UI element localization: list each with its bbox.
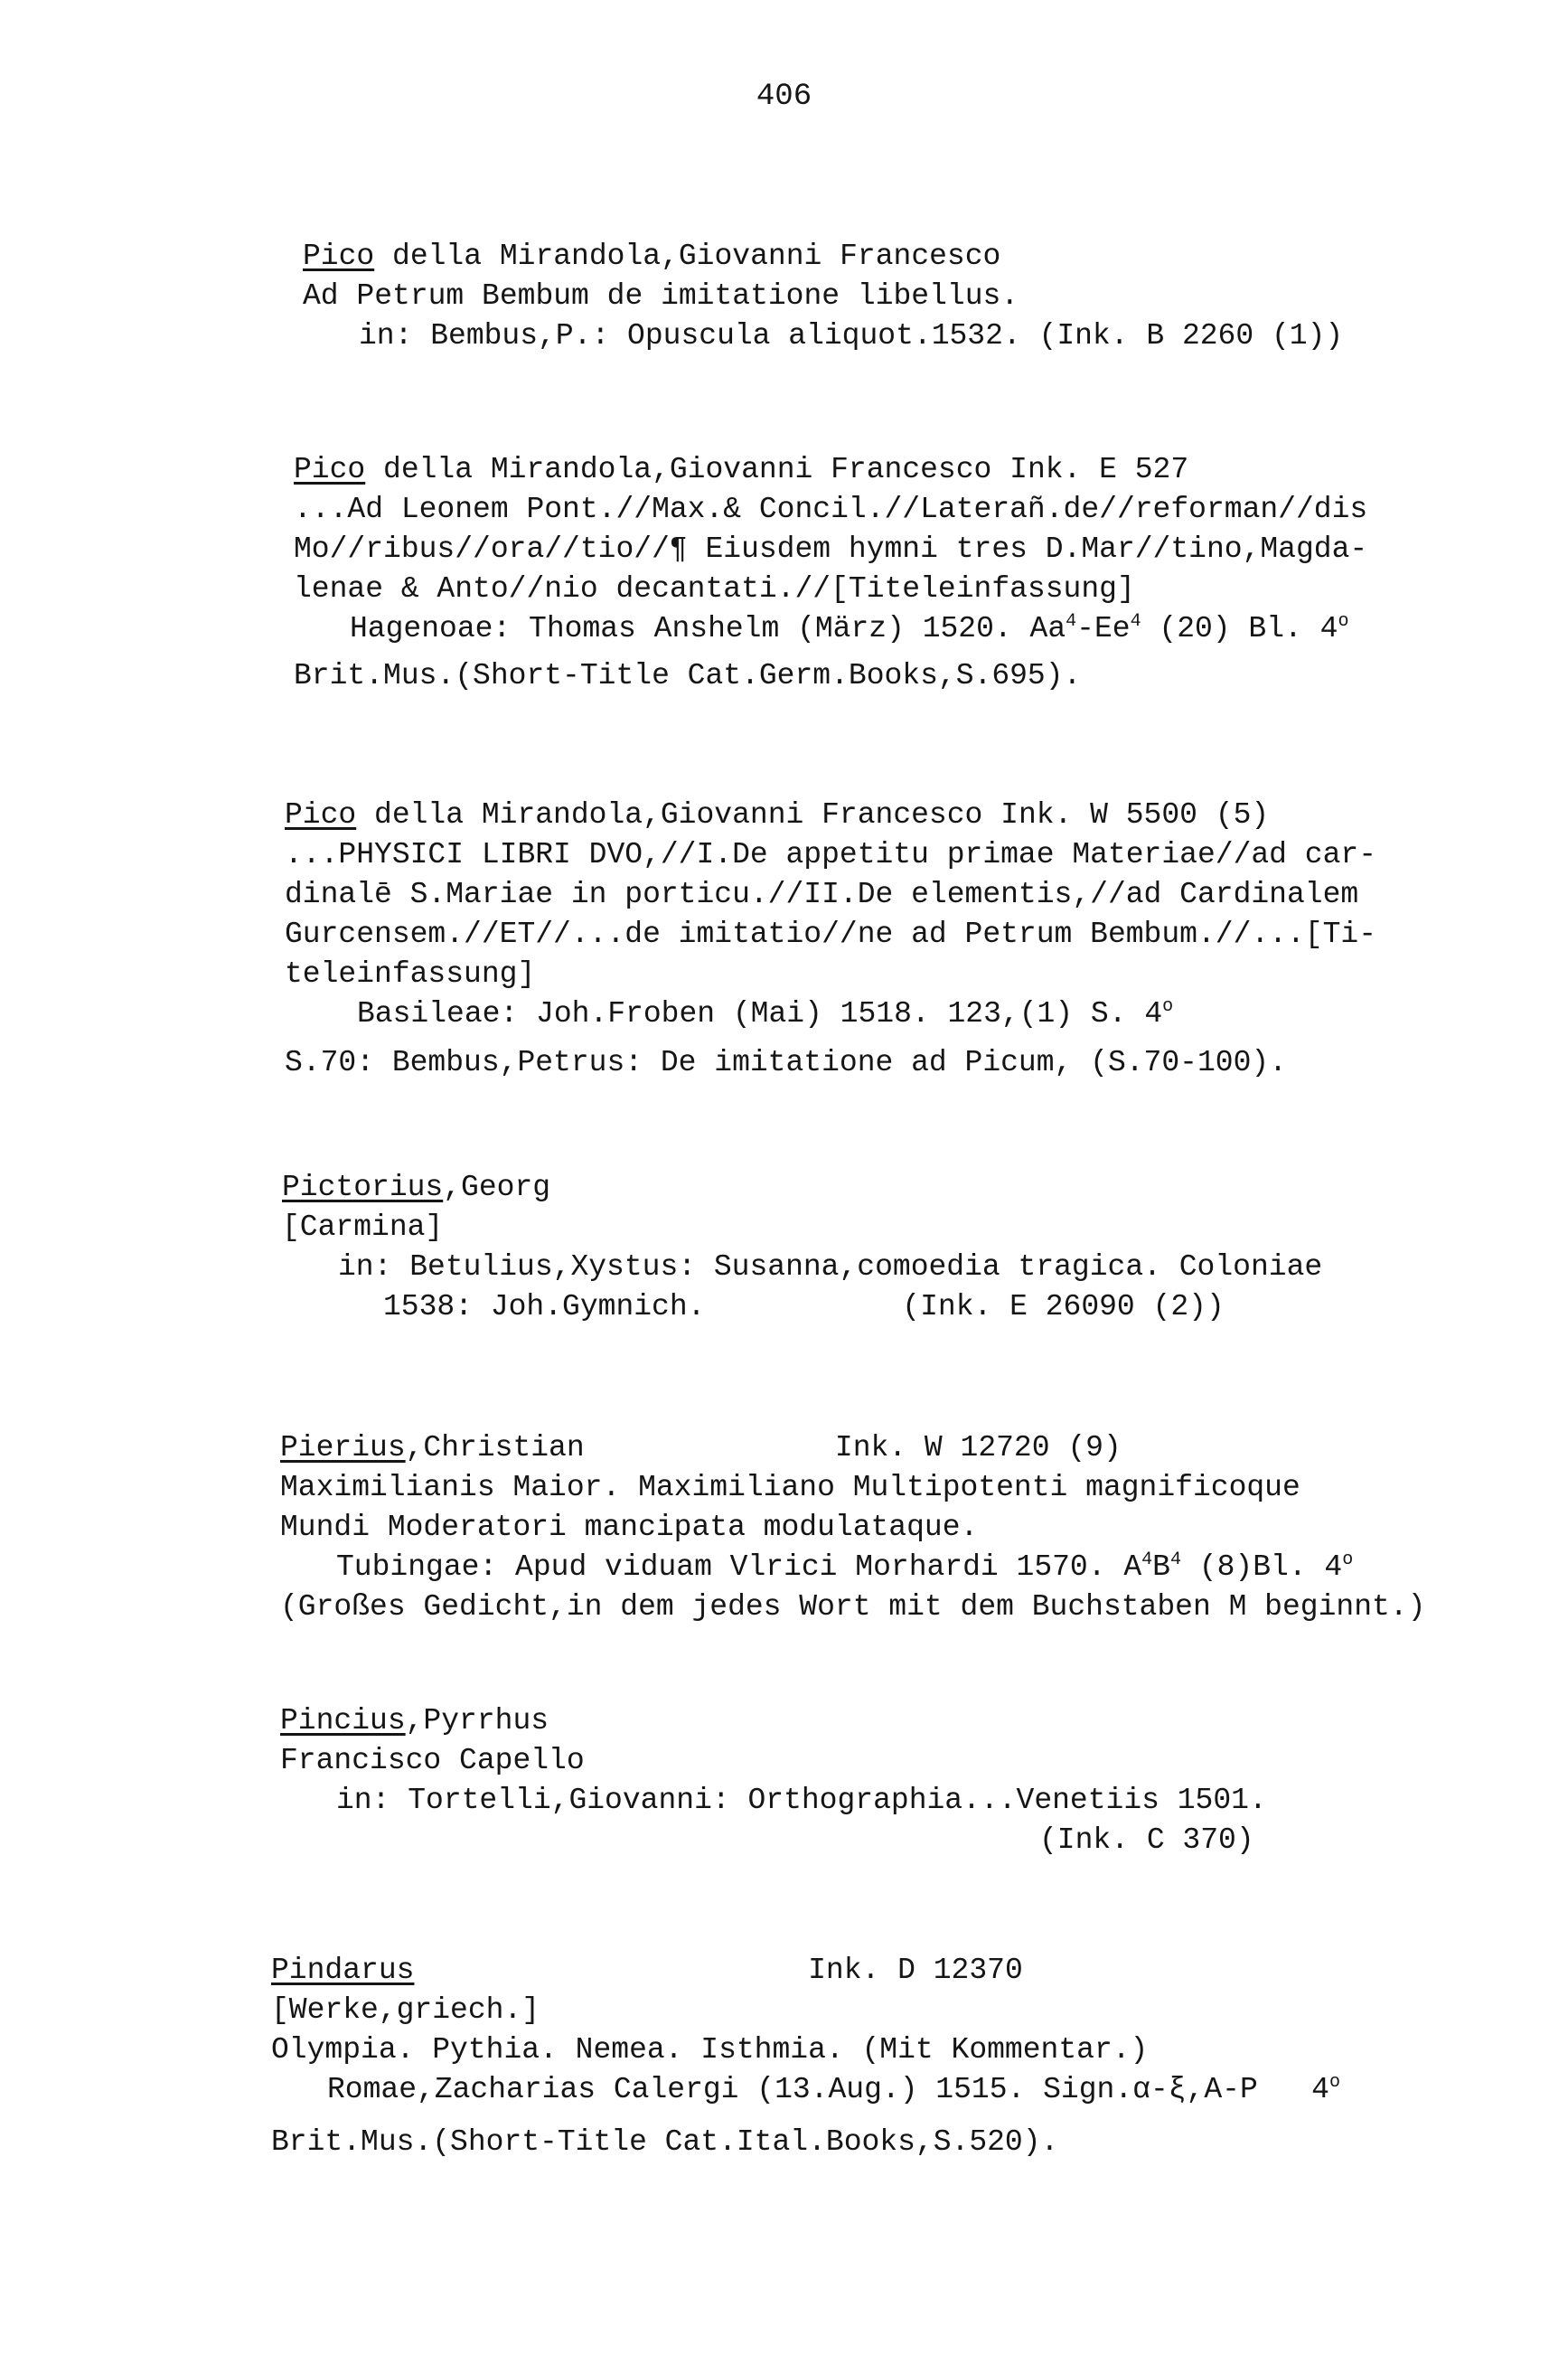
entry-heading-rest: della Mirandola,Giovanni Francesco Ink. E 527 bbox=[365, 453, 1189, 486]
entry-line: Brit.Mus.(Short-Title Cat.Ital.Books,S.520). bbox=[271, 2125, 1059, 2159]
entry-heading bbox=[271, 1951, 1340, 1991]
entry-name: Pindarus bbox=[271, 1954, 415, 1987]
entry-line: Mo//ribus//ora//tio//¶ Eiusdem hymni tres D.Mar//tino,Magda- bbox=[294, 532, 1368, 566]
entry-imprint: Hagenoae: Thomas Anshelm (März) 1520. Aa$^4$-Ee$^4$ (20) Bl. 4$^o$ bbox=[350, 611, 1349, 645]
entry-line: S.70: Bembus,Petrus: De imitatione ad Picum, (S.70-100). bbox=[285, 1046, 1287, 1079]
entry-line: in: Bembus,P.: Opuscula aliquot.1532. (Ink. B 2260 (1)) bbox=[359, 319, 1344, 353]
entry-imprint: Tubingae: Apud viduam Vlrici Morhardi 1570. $A^4B^4$ (8)Bl. 4$^o$ bbox=[336, 1549, 1354, 1584]
catalog-entry bbox=[280, 1701, 1267, 1860]
entry-name: Pico bbox=[285, 798, 357, 832]
entry-name: Pico bbox=[303, 240, 375, 273]
entry-line: Mundi Moderatori mancipata modulataque. bbox=[280, 1511, 979, 1544]
entry-heading bbox=[303, 237, 1343, 277]
entry-note: (Großes Gedicht,in dem jedes Wort mit dem Buchstaben M beginnt.) bbox=[280, 1590, 1426, 1624]
entry-heading-rest: ,Christian Ink. W 12720 (9) bbox=[405, 1431, 1122, 1465]
entry-heading bbox=[282, 1168, 1322, 1208]
entry-line: 1538: Joh.Gymnich. (Ink. E 26090 (2)) bbox=[383, 1290, 1225, 1323]
entry-name: Pincius bbox=[280, 1704, 406, 1738]
page-number: 406 bbox=[756, 80, 812, 114]
entry-name: Pico bbox=[294, 453, 366, 486]
entry-heading bbox=[280, 1428, 1425, 1468]
entry-imprint: Basileae: Joh.Froben (Mai) 1518. 123,(1) S. 4$^o$ bbox=[357, 996, 1174, 1031]
entry-line: Olympia. Pythia. Nemea. Isthmia. (Mit Kommentar.) bbox=[271, 2033, 1149, 2067]
entry-name: Pierius bbox=[280, 1431, 406, 1465]
catalog-entry bbox=[294, 450, 1367, 696]
entry-line: dinalē S.Mariae in porticu.//II.De elementis,//ad Cardinalem bbox=[285, 878, 1359, 911]
catalog-entry bbox=[271, 1951, 1340, 2162]
entry-heading bbox=[280, 1701, 1267, 1741]
entry-line: Francisco Capello bbox=[280, 1744, 585, 1777]
entry-line: [Werke,griech.] bbox=[271, 1993, 540, 2027]
entry-line: ...Ad Leonem Pont.//Max.& Concil.//Laterañ.de//reforman//dis bbox=[294, 493, 1368, 526]
entry-line: Gurcensem.//ET//...de imitatio//ne ad Petrum Bembum.//...[Ti- bbox=[285, 918, 1376, 951]
entry-line: in: Tortelli,Giovanni: Orthographia...Venetiis 1501. bbox=[336, 1784, 1267, 1817]
entry-line: ...PHYSICI LIBRI DVO,//I.De appetitu primae Materiae//ad car- bbox=[285, 838, 1376, 871]
entry-line: Ad Petrum Bembum de imitatione libellus. bbox=[303, 279, 1019, 313]
catalog-entry bbox=[280, 1428, 1425, 1627]
entry-line: Brit.Mus.(Short-Title Cat.Germ.Books,S.695). bbox=[294, 659, 1082, 692]
catalog-entry bbox=[303, 237, 1343, 356]
entry-heading-rest: della Mirandola,Giovanni Francesco Ink. W 5500 (5) bbox=[356, 798, 1270, 832]
entry-line: teleinfassung] bbox=[285, 957, 536, 991]
entry-line: [Carmina] bbox=[282, 1210, 444, 1244]
entry-heading bbox=[294, 450, 1367, 490]
entry-heading-rest: ,Pyrrhus bbox=[405, 1704, 549, 1738]
entry-heading-rest: Ink. D 12370 bbox=[414, 1954, 1023, 1987]
entry-heading bbox=[285, 796, 1376, 835]
catalog-entry bbox=[282, 1168, 1322, 1327]
entry-name: Pictorius bbox=[282, 1171, 444, 1204]
entry-line: (Ink. C 370) bbox=[1039, 1823, 1254, 1857]
entry-heading-rest: ,Georg bbox=[443, 1171, 551, 1204]
entry-imprint: Romae,Zacharias Calergi (13.Aug.) 1515. Sign.α-ξ,A-P 4$^o$ bbox=[327, 2072, 1340, 2106]
entry-line: Maximilianis Maior. Maximiliano Multipotenti magnificoque bbox=[280, 1471, 1300, 1504]
catalog-entry bbox=[285, 796, 1376, 1083]
entry-line: lenae & Anto//nio decantati.//[Titeleinfassung] bbox=[294, 572, 1135, 606]
entry-heading-rest: della Mirandola,Giovanni Francesco bbox=[374, 240, 1001, 273]
entry-line: in: Betulius,Xystus: Susanna,comoedia tragica. Coloniae bbox=[338, 1250, 1323, 1284]
